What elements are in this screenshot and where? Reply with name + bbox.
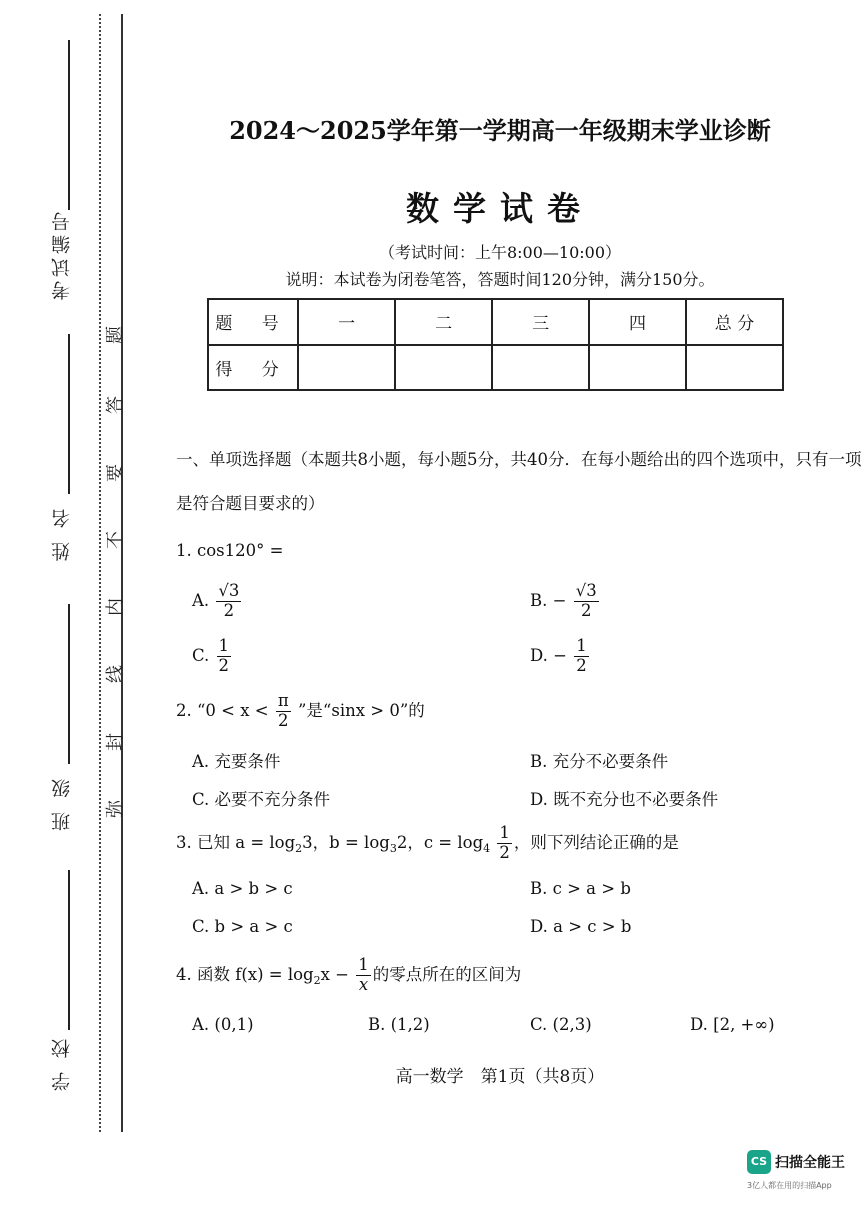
page-footer: 高一数学 第1页（共8页） [395, 1067, 605, 1087]
fraction [497, 824, 512, 863]
option-3A: A. a > b > c [192, 879, 293, 898]
score-cell [589, 345, 686, 391]
score-cell [686, 345, 783, 391]
numerator: 1 [218, 636, 230, 655]
denominator: 2 [576, 655, 587, 675]
option-3B: B. c > a > b [530, 879, 631, 898]
question-4-stem [176, 956, 521, 995]
exam-id-label: 考试编号 [51, 208, 73, 300]
log-base: 3 [389, 841, 397, 855]
denominator: 2 [580, 600, 592, 620]
option-label: D. − [530, 645, 567, 665]
fraction [216, 582, 241, 621]
stem-text: 3，b = log [302, 832, 390, 852]
numerator: √3 [575, 581, 597, 600]
seal-warning-char: 不 [105, 531, 126, 549]
score-column-header: 总 分 [686, 299, 783, 345]
log-base: 4 [483, 841, 491, 855]
seal-warning-char: 封 [105, 733, 126, 751]
fraction [574, 582, 599, 621]
scanner-watermark [747, 1150, 859, 1214]
class-label: 班 级 [51, 775, 73, 832]
score-column-header: 三 [492, 299, 589, 345]
denominator: 2 [218, 655, 230, 675]
fraction [574, 637, 589, 676]
numerator: π [277, 691, 289, 710]
fraction [276, 692, 291, 731]
score-table-header-row [208, 299, 783, 345]
question-2-stem [176, 692, 425, 731]
seal-warning-char: 内 [105, 598, 126, 616]
school-underline [68, 870, 70, 1030]
option-1C [192, 637, 233, 676]
scanner-tagline: 3亿人都在用的扫描App [747, 1181, 832, 1190]
denominator: 2 [223, 600, 235, 620]
scanner-logo-icon: CS [747, 1150, 771, 1174]
option-4D: D. [2, +∞) [690, 1015, 775, 1034]
fraction [356, 956, 371, 995]
score-column-header: 四 [589, 299, 686, 345]
stem-text: 2. “0 < x < [176, 700, 269, 720]
stem-text: 的零点所在的区间为 [372, 964, 522, 984]
log-base: 2 [295, 841, 303, 855]
numerator: √3 [218, 581, 240, 600]
stem-text: x − [320, 964, 349, 984]
exam-id-underline [68, 40, 70, 210]
fraction [217, 637, 232, 676]
option-1A [192, 582, 243, 621]
log-base: 2 [313, 973, 321, 987]
stem-text: ”是“sinx > 0”的 [297, 700, 425, 720]
option-label: C. [192, 645, 210, 665]
option-2D: D. 既不充分也不必要条件 [530, 790, 719, 809]
seal-warning-char: 线 [105, 665, 126, 683]
question-3-stem [176, 824, 679, 863]
seal-warning-char: 题 [105, 326, 126, 344]
option-2A: A. 充要条件 [192, 752, 281, 771]
score-cell [395, 345, 492, 391]
numerator: 1 [576, 636, 587, 655]
exam-title: 2024～2025学年第一学期高一年级期末学业诊断 [229, 116, 771, 145]
exam-note: 说明：本试卷为闭卷笔答，答题时间120分钟，满分150分。 [285, 270, 715, 289]
denominator: x [358, 974, 369, 994]
dotted-seal-line [99, 14, 101, 1132]
class-underline [68, 604, 70, 764]
exam-time: （考试时间：上午8:00—10:00） [378, 243, 622, 262]
score-table [207, 298, 784, 391]
score-table-score-row [208, 345, 783, 391]
stem-text: 2，c = log [396, 832, 484, 852]
score-column-header: 二 [395, 299, 492, 345]
name-underline [68, 334, 70, 494]
denominator: 2 [278, 710, 289, 730]
numerator: 1 [499, 823, 510, 842]
seal-warning-char: 弥 [105, 800, 126, 818]
option-label: A. [192, 590, 210, 610]
option-label: B. − [530, 590, 567, 610]
score-cell [298, 345, 395, 391]
school-label: 学 校 [51, 1035, 73, 1092]
numerator: 1 [358, 955, 369, 974]
option-1B [530, 582, 601, 621]
question-1-stem: 1. cos120° = [176, 541, 284, 560]
score-row-header: 得 分 [208, 345, 298, 391]
seal-warning-char: 要 [105, 464, 126, 482]
option-4A: A. (0,1) [192, 1015, 254, 1034]
option-2C: C. 必要不充分条件 [192, 790, 331, 809]
option-3D: D. a > c > b [530, 917, 632, 936]
denominator: 2 [499, 842, 510, 862]
option-3C: C. b > a > c [192, 917, 293, 936]
option-1D [530, 637, 591, 676]
section-heading: 一、单项选择题（本题共8小题，每小题5分，共40分．在每小题给出的四个选项中，只有一项 [176, 450, 862, 469]
option-2B: B. 充分不必要条件 [530, 752, 669, 771]
score-cell [492, 345, 589, 391]
stem-text: 3. 已知 a = log [176, 832, 296, 852]
score-column-header: 一 [298, 299, 395, 345]
seal-line [121, 14, 123, 1132]
option-4B: B. (1,2) [368, 1015, 430, 1034]
stem-text: ，则下列结论正确的是 [513, 832, 679, 852]
scanner-name: 扫描全能王 [775, 1155, 845, 1171]
question-number-header: 题 号 [208, 299, 298, 345]
section-heading-cont: 是符合题目要求的） [176, 494, 325, 513]
subject-title: 数学试卷 [406, 189, 594, 228]
seal-warning-char: 答 [105, 396, 126, 414]
stem-text: 4. 函数 f(x) = log [176, 964, 314, 984]
name-label: 姓 名 [51, 505, 73, 562]
option-4C: C. (2,3) [530, 1015, 592, 1034]
